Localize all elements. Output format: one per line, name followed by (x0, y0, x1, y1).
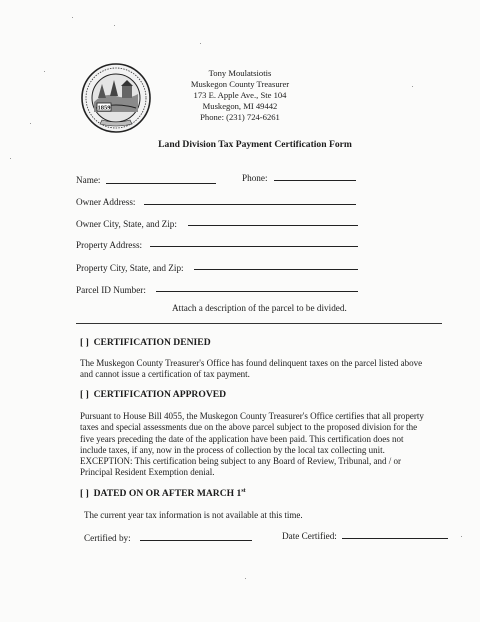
form-title: Land Division Tax Payment Certification Form (158, 139, 352, 150)
seal-year: 1859 (97, 104, 111, 112)
denied-text-line: and cannot issue a certification of tax payment. (80, 369, 250, 380)
treasurer-address-block (175, 68, 305, 123)
approved-checkbox[interactable]: [ ] (80, 389, 89, 400)
approved-text (80, 411, 465, 479)
date-certified-label: Date Certified: (282, 531, 337, 541)
dated-heading-text: DATED ON OR AFTER MARCH 1 (93, 488, 242, 500)
approved-text-line: five years preceding the date of the application have been paid. This certification does not (80, 433, 404, 444)
treasurer-city: Muskegon, MI 49442 (202, 101, 278, 111)
attach-note: Attach a description of the parcel to be divided. (172, 303, 347, 313)
name-field-line[interactable] (106, 183, 216, 184)
phone-field-line[interactable] (274, 180, 356, 181)
dated-section-heading (80, 488, 246, 499)
approved-text-line: include taxes, if any, now in the process of collection by the local tax collecting unit. (80, 444, 385, 455)
phone-label: Phone: (242, 173, 268, 183)
scan-speck (461, 536, 462, 537)
approved-text-line: Principal Resident Exemption denial. (80, 467, 215, 478)
scan-speck (200, 43, 201, 44)
certified-by-label: Certified by: (84, 533, 131, 543)
scan-speck (412, 86, 413, 87)
scan-speck (72, 17, 73, 18)
section-divider (76, 323, 442, 324)
scan-speck (114, 25, 115, 26)
county-seal-logo (80, 62, 152, 134)
treasurer-street: 173 E. Apple Ave., Ste 104 (193, 90, 287, 100)
certified-by-field-line[interactable] (140, 540, 252, 541)
denied-checkbox[interactable]: [ ] (80, 337, 89, 348)
denied-text (80, 358, 460, 381)
scan-speck (30, 123, 31, 124)
scan-speck (245, 578, 246, 579)
denied-section-heading (80, 337, 211, 348)
dated-heading-sup: st (241, 488, 246, 494)
parcel-id-field-line[interactable] (156, 291, 358, 292)
owner-address-label: Owner Address: (76, 197, 136, 207)
scan-speck (44, 71, 45, 72)
dated-text: The current year tax information is not available at this time. (84, 510, 303, 520)
name-label: Name: (76, 175, 101, 185)
approved-text-line: EXCEPTION: This certification being subject to any Board of Review, Tribunal, and / or (80, 456, 401, 467)
owner-address-field-line[interactable] (144, 204, 356, 205)
property-city-field-line[interactable] (194, 269, 358, 270)
property-address-field-line[interactable] (150, 246, 358, 247)
treasurer-name: Tony Moulatsiotis (208, 68, 272, 78)
parcel-id-label: Parcel ID Number: (76, 285, 146, 295)
treasurer-phone: Phone: (231) 724-6261 (200, 112, 280, 122)
approved-section-heading (80, 389, 226, 400)
approved-text-line: Pursuant to House Bill 4055, the Muskegon County Treasurer's Office certifies that all property (80, 411, 424, 421)
date-certified-field-line[interactable] (342, 538, 448, 539)
denied-text-line: The Muskegon County Treasurer's Office has found delinquent taxes on the parcel listed above (80, 358, 423, 368)
treasurer-office: Muskegon County Treasurer (190, 79, 290, 89)
denied-heading-text: CERTIFICATION DENIED (93, 337, 211, 348)
property-city-label: Property City, State, and Zip: (76, 263, 184, 273)
dated-checkbox[interactable]: [ ] (80, 488, 89, 500)
scan-speck (10, 158, 11, 159)
owner-city-label: Owner City, State, and Zip: (76, 219, 177, 229)
approved-text-line: taxes and special assessments due on the above parcel subject to the proposed division for the (80, 422, 418, 433)
approved-heading-text: CERTIFICATION APPROVED (93, 389, 227, 400)
owner-city-field-line[interactable] (188, 225, 358, 226)
property-address-label: Property Address: (76, 240, 143, 250)
